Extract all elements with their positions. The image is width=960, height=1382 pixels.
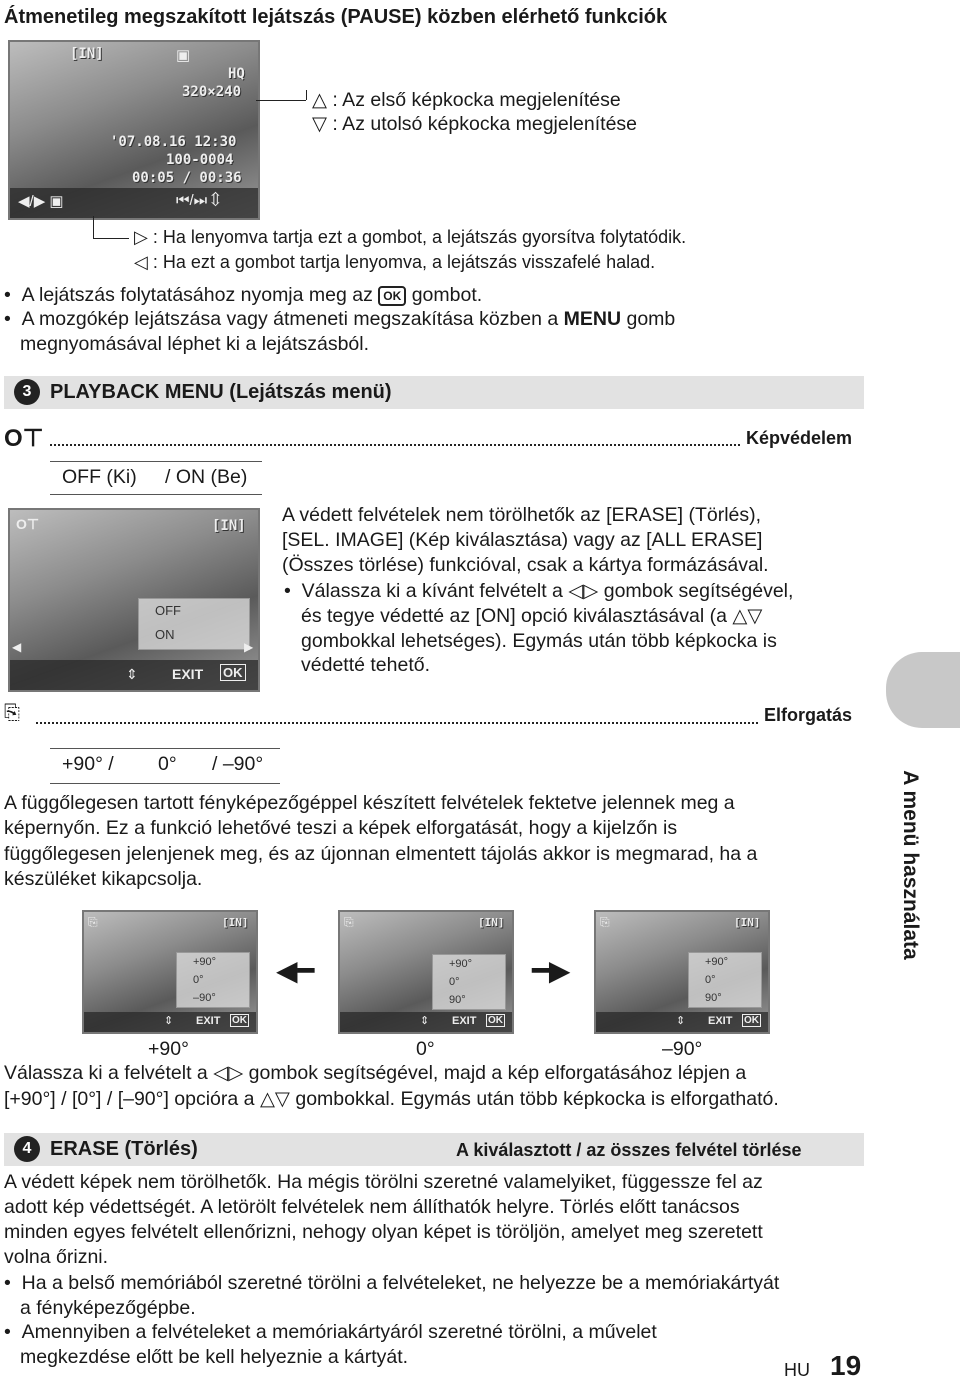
protect-text-3: (Összes törlése) funkcióval, csak a kártya formázásával. [282, 554, 769, 576]
rotate-screen-2 [338, 910, 514, 1034]
exit-label: EXIT [172, 666, 204, 682]
down-description: : Az utolsó képkocka megjelenítése [332, 113, 638, 135]
protect-text-2: [SEL. IMAGE] (Kép kiválasztása) vagy az [ALL ERASE] [282, 529, 763, 551]
erase-bullet-1-cont: a fényképezőgépbe. [20, 1297, 196, 1319]
arrow-right-icon: ━▶ [532, 955, 571, 986]
section-subtitle: A kiválasztott / az összes felvétel törlése [456, 1140, 802, 1160]
left-right-arrows-icon: ◁▷ [213, 1062, 244, 1084]
protect-bullet-line-2: és tegye védetté az [ON] opció kiválasztásával (a △▽ [301, 605, 763, 627]
menu-item-plus90[interactable]: +90° [193, 956, 217, 968]
memory-label: [IN] [734, 916, 761, 929]
erase-text-4: volna őrizni. [4, 1246, 109, 1268]
ok-label: OK [220, 664, 246, 681]
protect-bullet: • Válassza ki a kívánt felvételt a ◁▷ gombok segítségével, [284, 580, 794, 602]
menu-item-0[interactable]: 0° [705, 974, 716, 986]
protect-bullet-line-4: védetté tehető. [301, 654, 431, 676]
quality-label: HQ [228, 66, 245, 82]
menu-item-plus90[interactable]: +90° [705, 956, 729, 968]
up-down-icon: ⇕ [676, 1015, 686, 1027]
side-tab-marker [886, 652, 960, 728]
exit-label: EXIT [708, 1015, 733, 1027]
erase-bullet-2-cont: megkezdése előtt be kell helyeznie a kártyát. [20, 1346, 409, 1368]
erase-text-2: adott kép védettségét. A letörölt felvételek nem állíthatók helyre. Törlés előtt tanácsos [4, 1196, 740, 1218]
rotate-text-1: A függőlegesen tartott fényképezőgéppel készített felvételek fektetve jelennek meg a [4, 792, 735, 814]
menu-item-on[interactable]: ON [155, 627, 175, 642]
caption-plus90: +90° [148, 1038, 189, 1060]
right-arrow-icon: ▶ [244, 640, 254, 654]
erase-text-3: minden egyes felvételt ellenőrizni, nehogy olyan képet is töröljön, amelyet meg szeretett [4, 1221, 763, 1243]
up-down-arrows-icon: △▽ [259, 1088, 290, 1110]
rotate-icon: ⎘ [88, 915, 98, 929]
memory-label: [IN] [222, 916, 249, 929]
memory-label: [IN] [478, 916, 505, 929]
menu-item-plus90[interactable]: +90° [449, 958, 473, 970]
pause-bullet-2-cont: megnyomásával léphet ki a lejátszásból. [20, 333, 370, 355]
size-label: 320×240 [182, 84, 242, 100]
movie-icon: ▣ [176, 47, 191, 64]
left-right-arrows-icon: ◁▷ [568, 580, 599, 602]
section-title: PLAYBACK MENU (Lejátszás menü) [50, 381, 392, 403]
rotate-text-3: függőlegesen jelenjenek meg, és az újonnan elmentett tájolás akkor is megmarad, ha a [4, 843, 758, 865]
file-label: 100-0004 [166, 152, 234, 168]
caption-0: 0° [416, 1038, 435, 1060]
protect-screen [8, 508, 260, 692]
section-4-header [4, 1133, 864, 1166]
erase-text-1: A védett képek nem törölhetők. Ha mégis törölni szeretné valamelyiket, függessze fel az [4, 1171, 763, 1193]
menu-item-0[interactable]: 0° [193, 974, 204, 986]
rotate-instructions-1: Válassza ki a felvételt a ◁▷ gombok segítségével, majd a kép elforgatásához lépjen a [4, 1062, 747, 1084]
rotate-option-plus90: +90° / [62, 753, 114, 775]
side-tab-label: A menü használata [899, 770, 922, 960]
ok-button-icon: OK [378, 286, 406, 306]
pause-bullet-2: • A mozgókép lejátszása vagy átmeneti megszakítása közben a MENU gomb [4, 308, 676, 330]
menu-item-minus90[interactable]: 90° [449, 994, 466, 1006]
left-arrow-icon: ◁ [134, 252, 148, 272]
section-title: ERASE (Törlés) [50, 1138, 198, 1160]
ok-label: OK [744, 1015, 759, 1026]
datetime-label: '07.08.16 12:30 [110, 134, 237, 150]
right-description: : Ha lenyomva tartja ezt a gombot, a lejátszás gyorsítva folytatódik. [152, 227, 687, 247]
menu-item-minus90[interactable]: 90° [705, 992, 722, 1004]
exit-label: EXIT [452, 1015, 477, 1027]
up-arrow-icon: △ [312, 89, 327, 111]
arrow-left-icon: ◀━ [276, 955, 315, 986]
rotate-option-minus90: / –90° [212, 753, 264, 775]
footer-language: HU [784, 1360, 810, 1380]
erase-bullet-2: • Amennyiben a felvételeket a memóriakártyáról szeretné törölni, a művelet [4, 1321, 657, 1343]
protect-bullet-line-3: gombokkal lehetséges). Egymás után több képkocka is [301, 630, 777, 652]
ok-label: OK [488, 1015, 503, 1026]
erase-bullet-1: • Ha a belső memóriából szeretné törölni a felvételeket, ne helyezze be a memóriakártyát [4, 1272, 780, 1294]
menu-item-0[interactable]: 0° [449, 976, 460, 988]
up-down-icon: ⇕ [164, 1015, 174, 1027]
rotate-label: Elforgatás [764, 705, 853, 725]
rotate-text-2: képernyőn. Ez a funkció lehetővé teszi a képek elforgatását, hogy a kijelzőn is [4, 817, 678, 839]
rotate-instructions-2: [+90°] / [0°] / [–90°] opcióra a △▽ gombokkal. Egymás után több képkocka is elforgatható. [4, 1088, 779, 1110]
down-arrow-icon: ▽ [312, 113, 327, 135]
key-icon: O⊤ [16, 516, 40, 532]
rotate-text-4: készüléket kikapcsolja. [4, 868, 203, 890]
movie-screen [8, 40, 260, 220]
menu-item-off[interactable]: OFF [155, 603, 181, 618]
section-3-header [4, 376, 864, 409]
rotate-option-0: 0° [158, 753, 177, 775]
time-label: 00:05 / 00:36 [132, 170, 242, 186]
memory-label: [IN] [212, 518, 246, 534]
up-down-arrows-icon: △▽ [732, 605, 763, 627]
key-icon: O⊤ [4, 425, 44, 452]
frame-step-icon: ◀/▶ ▣ [18, 193, 64, 210]
section-number: 4 [14, 1136, 40, 1162]
protect-option-on: / ON (Be) [165, 466, 248, 488]
pause-bullet-1: • A lejátszás folytatásához nyomja meg az OK gombot. [4, 284, 483, 306]
menu-item-minus90[interactable]: –90° [193, 992, 216, 1004]
up-description: : Az első képkocka megjelenítése [332, 89, 621, 111]
up-down-icon: ⇕ [420, 1015, 430, 1027]
rotate-screen-3 [594, 910, 770, 1034]
page-number: 19 [830, 1350, 862, 1381]
protect-text-1: A védett felvételek nem törölhetők az [ERASE] (Törlés), [282, 504, 762, 526]
left-description: : Ha ezt a gombot tartja lenyomva, a lejátszás visszafelé halad. [152, 252, 656, 272]
rotate-icon: ⎘ [600, 915, 610, 929]
protect-option-off: OFF (Ki) [62, 466, 137, 488]
left-arrow-icon: ◀ [12, 640, 22, 654]
rotate-screen-1 [82, 910, 258, 1034]
skip-icon: ⏮/⏭ ⇕ [176, 192, 220, 209]
right-arrow-icon: ▷ [134, 227, 148, 247]
ok-label: OK [232, 1015, 247, 1026]
rotate-icon: ⎘ [4, 702, 20, 724]
rotate-icon: ⎘ [344, 915, 354, 929]
pause-title: Átmenetileg megszakított lejátszás (PAUSE) közben elérhető funkciók [4, 6, 668, 28]
caption-minus90: –90° [662, 1038, 703, 1060]
memory-label: [IN] [70, 46, 104, 62]
protect-label: Képvédelem [746, 428, 853, 448]
section-number: 3 [14, 379, 40, 405]
exit-label: EXIT [196, 1015, 221, 1027]
protect-menu [138, 598, 250, 650]
up-down-icon: ⇕ [126, 666, 138, 682]
